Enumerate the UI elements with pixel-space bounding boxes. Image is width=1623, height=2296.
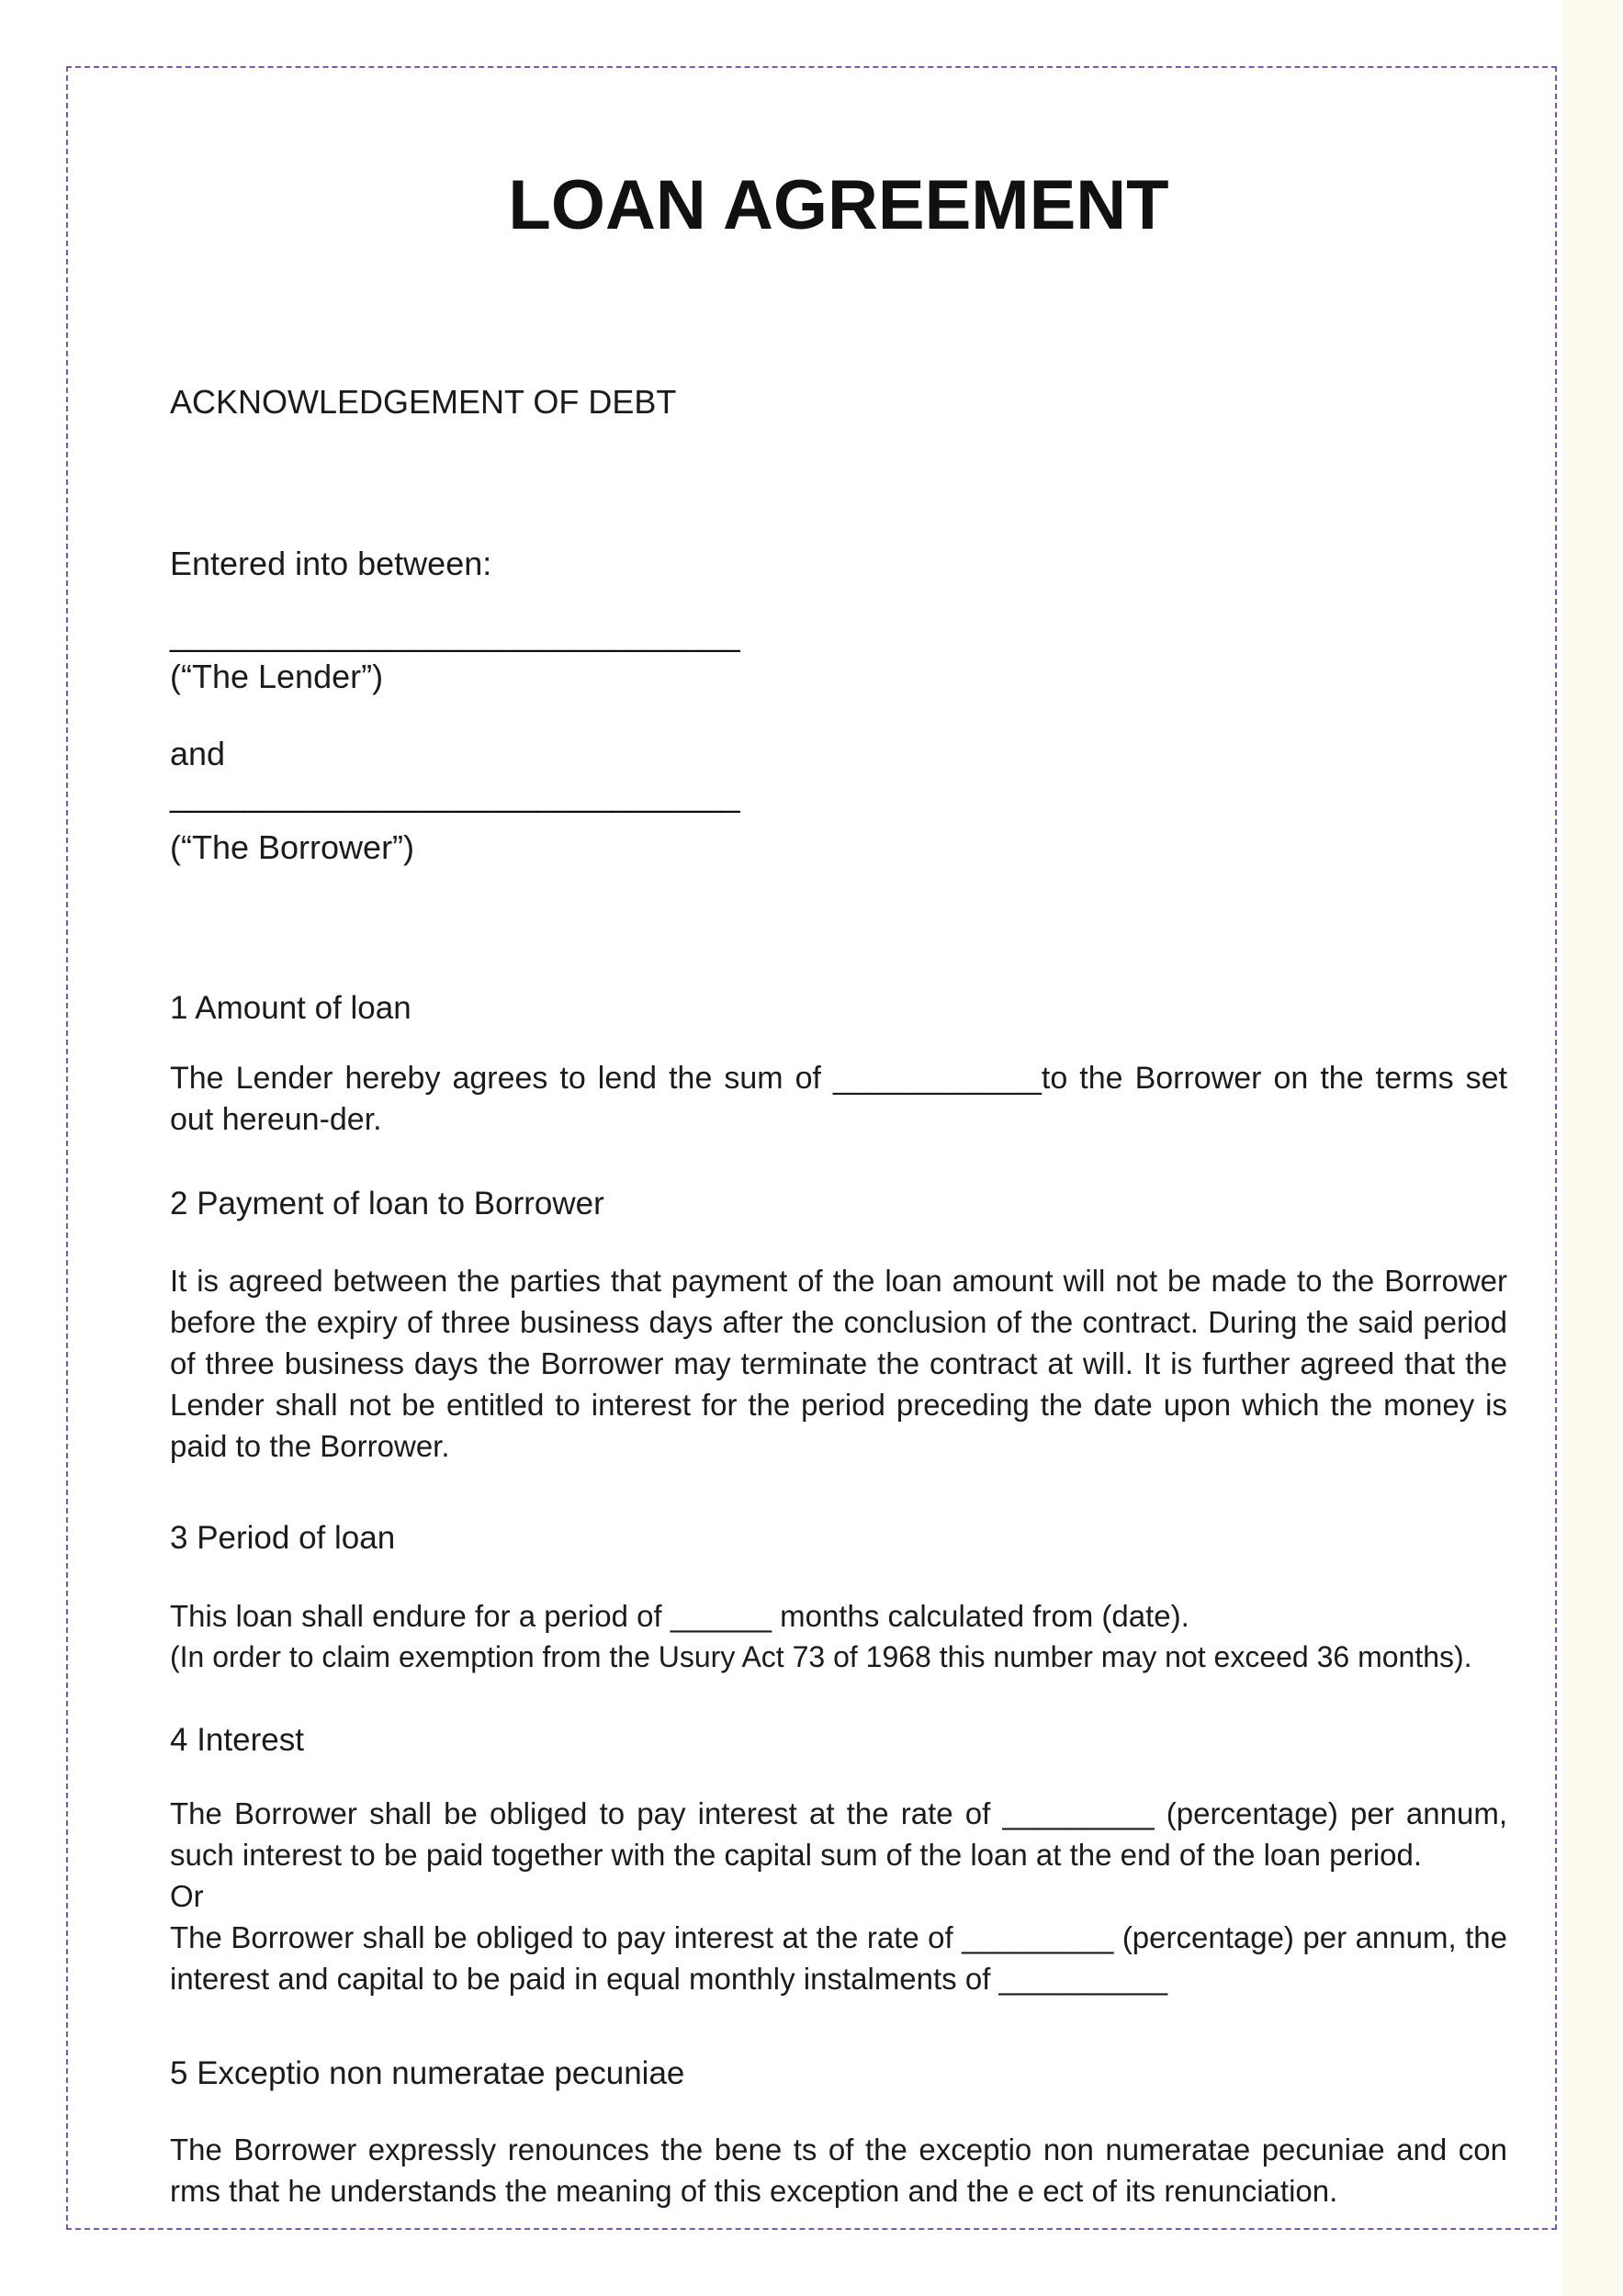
section-5-heading: 5 Exceptio non numeratae pecuniae — [170, 2055, 685, 2091]
section-4-interest-option-2: The Borrower shall be obliged to pay interest at the rate of _________ (percentage) per annum, the interest and capital to be paid in equal monthly instalments of __________ — [170, 1920, 1507, 1996]
section-1-heading: 1 Amount of loan — [170, 990, 411, 1026]
section-4-heading: 4 Interest — [170, 1722, 304, 1758]
subtitle-acknowledgement-of-debt: ACKNOWLEDGEMENT OF DEBT — [170, 383, 677, 421]
parties-intro: Entered into between: — [170, 545, 492, 582]
parties-conjunction: and — [170, 735, 226, 772]
section-4-or-label: Or — [170, 1879, 204, 1913]
scan-edge-tint — [1562, 0, 1623, 2296]
section-3-paragraph-1: This loan shall endure for a period of ______ months calculated from (date). — [170, 1599, 1189, 1633]
borrower-label: (“The Borrower”) — [170, 828, 415, 866]
section-3-paragraph-2: (In order to claim exemption from the Usury Act 73 of 1968 this number may not exceed 36 months). — [170, 1640, 1472, 1673]
section-3-heading: 3 Period of loan — [170, 1520, 396, 1556]
section-2-paragraph: It is agreed between the parties that payment of the loan amount will not be made to the Borrower before the expiry of three business days after the conclusion of the contract. During the said period of three business days the Borrower may terminate the contract at will. It is further agreed that the Lender shall not be entitled to interest for the period preceding the date upon which the money is paid to the Borrower. — [170, 1264, 1507, 1463]
page-border-frame — [66, 66, 1557, 2230]
borrower-signature-line: _______________________________ — [170, 776, 740, 814]
lender-signature-line: _______________________________ — [170, 615, 740, 653]
document-title: LOAN AGREEMENT — [508, 166, 1169, 244]
section-2-heading: 2 Payment of loan to Borrower — [170, 1186, 604, 1221]
section-4-interest-option-1: The Borrower shall be obliged to pay interest at the rate of _________ (percentage) per annum, such interest to be paid together with the capital sum of the loan at the end of the loan period. — [170, 1796, 1507, 1872]
lender-label: (“The Lender”) — [170, 658, 384, 695]
section-5-paragraph: The Borrower expressly renounces the bene ts of the exceptio non numeratae pecuniae and con rms that he understands the meaning of this exception and the e ect of its renunciation. — [170, 2133, 1507, 2208]
section-1-paragraph: The Lender hereby agrees to lend the sum of ____________to the Borrower on the terms set out hereun-der. — [170, 1061, 1507, 1137]
